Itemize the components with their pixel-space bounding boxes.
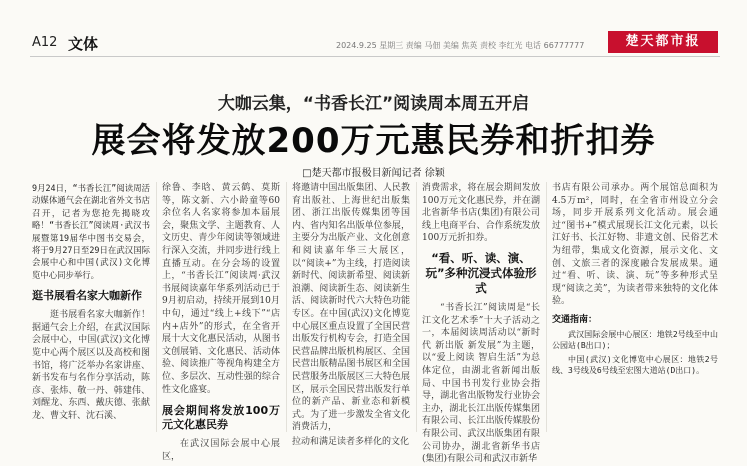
lead-paragraph: 9月24日，“书香长江”阅读周活动媒体通气会在湖北省外文书店召开，记者为您抢先揭晓攻略！“书香长江”阅读周·武汉书展暨第19届华中图书交易会，将于9月27日至29日在武汉国际会展中心和中国(武汉)文化博览中心同步举行。 (32, 183, 150, 280)
body-paragraph: 书店有限公司承办。两个展馆总面积为4.5万m²，同时，在全省市州设立分会场，同步开展系列文化活动。展会通过“图书+”模式展现长江文化元素，以长江好书、长江好物、非遗文创、民俗艺术为纽带，集成文化资源，展示文化、文创、文旅三者的深度融合发展成果。通过“看、听、读、演、玩”等多种形式呈现“阅读之美”，为读者带来独特的文化体验。 (552, 183, 718, 307)
article-column-3 (292, 182, 410, 447)
column-divider (286, 182, 287, 432)
body-paragraph: 将邀请中国出版集团、人民教育出版社、上海世纪出版集团、浙江出版传媒集团等国内、省内知名出版单位参展，主要分为出版产业、文化创意和阅读嘉年华三大展区，以“阅读+”为主线，打造阅读新时代、阅读新希望、阅读新浪潮、阅读新生态、阅读新生活、阅读新时代六大特色功能专区。在中国(武汉)文化博览中心展区重点设置了全国民营出版发行机构专会，打造全国民营品牌出版机构展区、全国民营出版精品图书展区和全国民营服务出版展区三大特色展区，展示全国民营出版发行单位的新产品、新业态和新模式。为了进一步激发全省文化消费活力， (292, 183, 410, 433)
issue-meta: 2024.9.25 星期三 责编 马佃 美编 焦英 责校 李红光 电话 66777777 (336, 41, 585, 50)
body-paragraph: 消费需求，将在展会期间发放100万元文化惠民券，并在湖北省新华书店(集团)有限公司线上电商平台、合作系统发放100万元折扣券。 (422, 183, 540, 244)
page-number: A12 (32, 35, 58, 50)
body-paragraph: 拉动和满足读者多样化的文化 (292, 436, 410, 447)
column-divider (156, 182, 157, 432)
body-paragraph: 在武汉国际会展中心展区， (162, 439, 280, 462)
body-paragraph: “书香长江”阅读周是“长江文化艺术季”十大子活动之一，本届阅读周活动以“新时代 新出版 新发展”为主题，以“爱上阅读 智启生活”为总体定位，由湖北省新闻出版局、中国书刊发行业协会指导，湖北省出版物发行业协会主办，湖北长江出版传媒集团有限公司、长江出版传媒股份有限公司、武汉出版集团有限公司协办，湖北省新华书店(集团)有限公司和武汉市新华 (422, 302, 540, 465)
transport-guide-item: 中国(武汉)文化博览中心展区：地铁2号线、3号线及6号线至宏图大道站(D出口)。 (552, 354, 718, 376)
body-paragraph: 逛书展看名家大咖新作！据通气会上介绍，在武汉国际会展中心，中国(武汉)文化博览中心两个展区以及高校和图书馆，将广泛举办名家讲座、新书发布与名作分享活动，陈彦、张炜、敬一丹、韩建伟、刘醒龙、东西、戴庆德、张献龙、曹文轩、沈石溪、 (32, 310, 150, 421)
section-name: 文体 (68, 35, 99, 53)
transport-guide-title: 交通指南： (552, 314, 598, 325)
column-divider (546, 182, 547, 432)
article-kicker: 大咖云集，“书香长江”阅读周本周五开启 (217, 94, 530, 114)
article-headline: 展会将发放200万元惠民券和折扣券 (91, 121, 656, 161)
article-column-1 (32, 182, 150, 432)
article-column-2 (162, 182, 280, 462)
transport-guide-item: 武汉国际会展中心展区：地铁2号线至中山公园站(B出口)； (552, 329, 718, 351)
column-divider (416, 182, 417, 432)
article-byline: □楚天都市报极目新闻记者 徐颖 (302, 168, 445, 179)
article-column-4 (422, 182, 540, 465)
header-rule (30, 56, 720, 57)
article-column-5 (552, 182, 718, 432)
subheading-vouchers: 展会期间将发放100万元文化惠民券 (162, 404, 280, 432)
body-paragraph: 徐鲁、李晗、黄云鹤、莫斯等，陈文新、六小龄童等60余位名人名家将参加本届展会，聚焦文学、主题教育、人文历史、青少年阅读等领域进行深入交流，并同步进行线上直播互动。在分会场的设置上，“书香长江”阅读周·武汉书展阅读嘉年华系列活动已于9月初启动，持续开展到10月中旬，通过“线上+线下”“店内+店外”的形式，在全省开展十大文化惠民活动，从图书文创展销、文化惠民、活动体验、阅读推广等视角构建全方位、多层次、互动性强的综合性文化盛宴。 (162, 183, 280, 395)
subheading-experience: “看、听、读、演、玩”多种沉浸式体验形式 (425, 250, 537, 295)
newspaper-logo: 楚天都市报 (608, 31, 718, 53)
page-header (0, 0, 747, 52)
subheading-authors: 逛书展看名家大咖新作 (32, 289, 142, 303)
